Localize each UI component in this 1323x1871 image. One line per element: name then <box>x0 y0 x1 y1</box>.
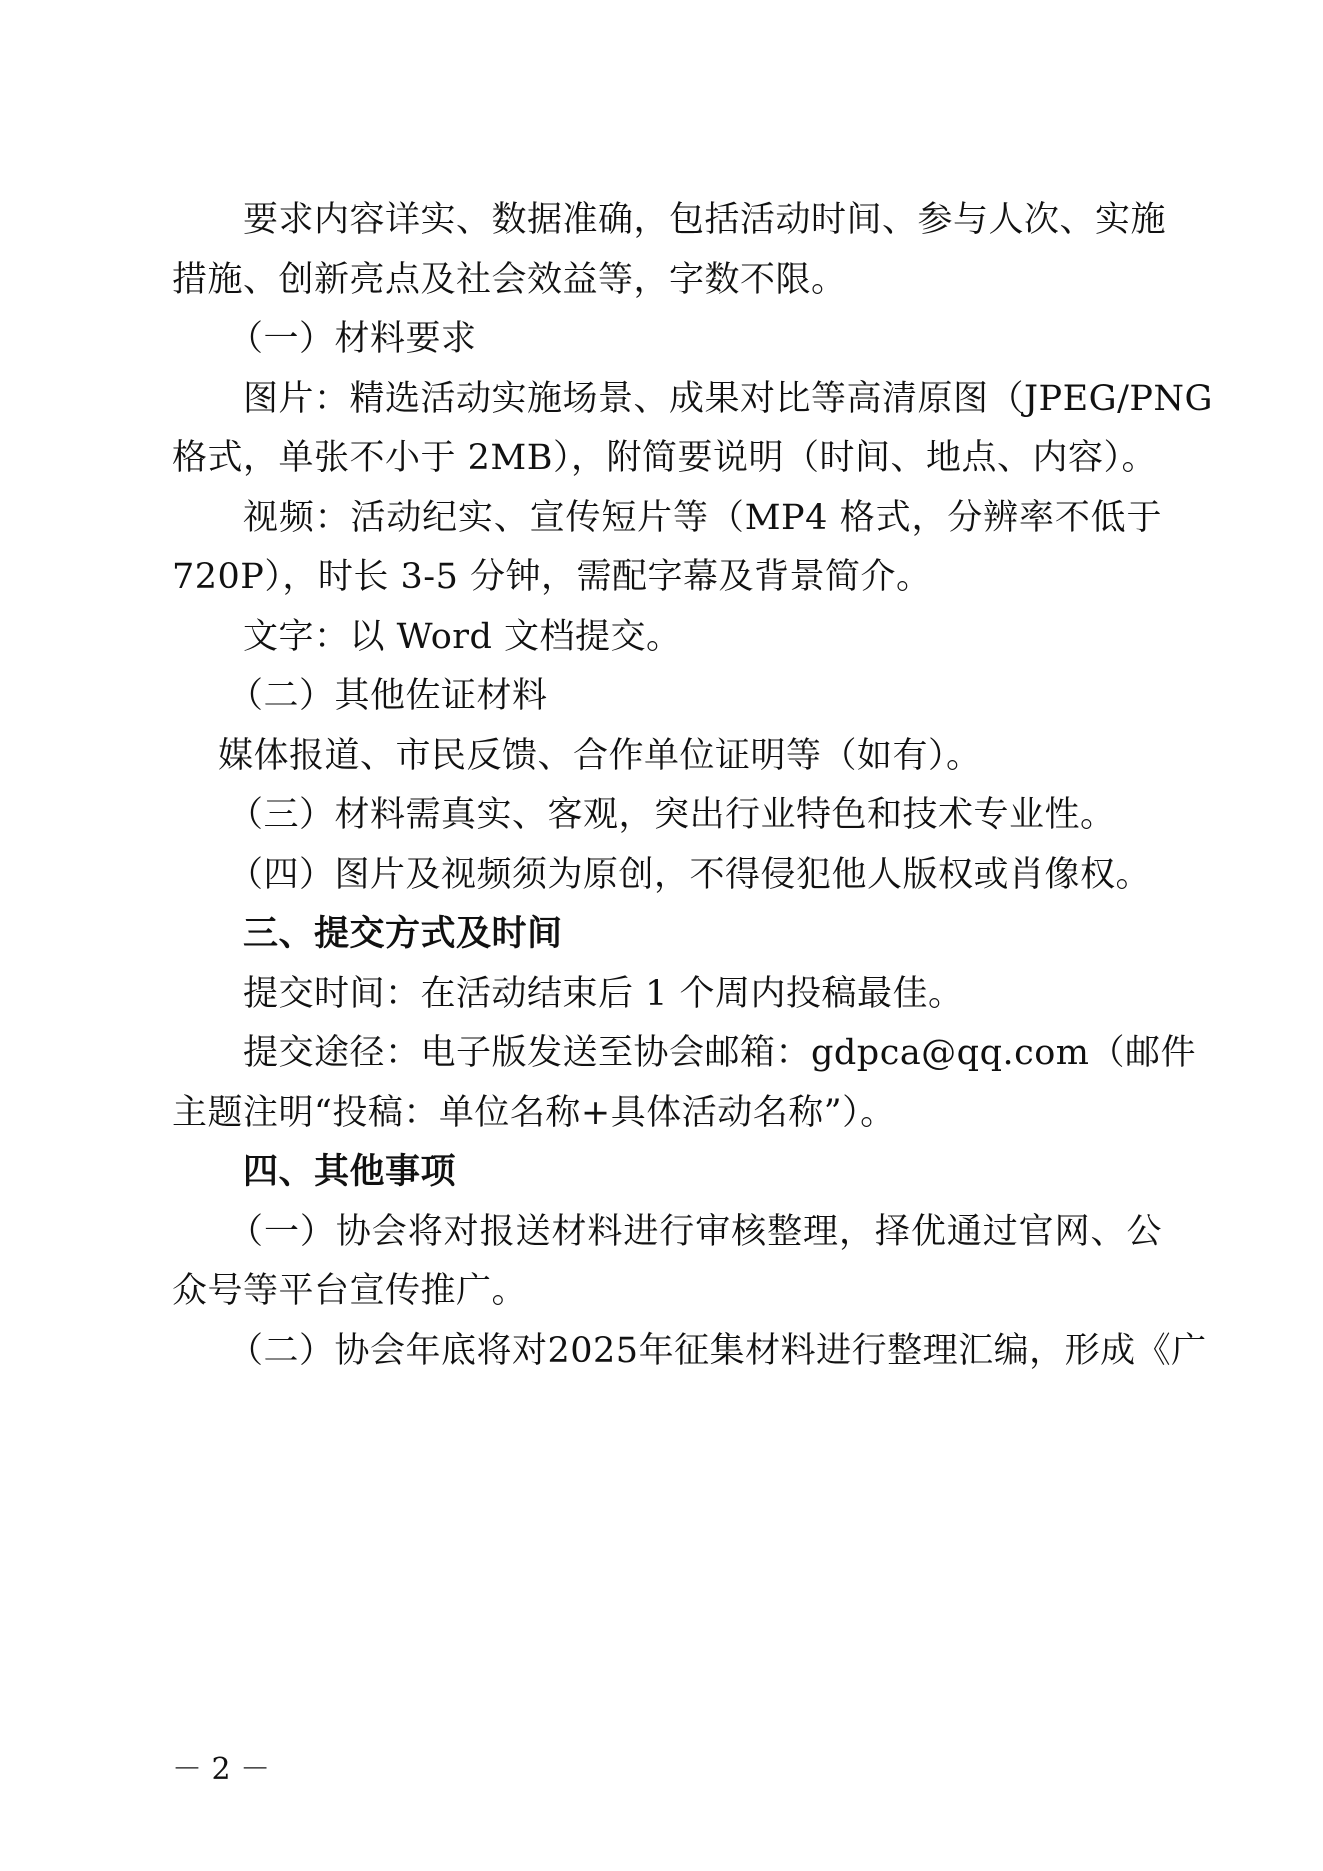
page-number: － 2 － <box>172 1752 271 1787</box>
video-requirement-line-2: 720P），时长 3-5 分钟，需配字幕及背景简介。 <box>172 557 932 597</box>
requirement-item-4: （四）图片及视频须为原创，不得侵犯他人版权或肖像权。 <box>228 855 1152 895</box>
other-evidence-text: 媒体报道、市民反馈、合作单位证明等（如有）。 <box>218 736 982 776</box>
other-matter-1-line-2: 众号等平台宣传推广。 <box>172 1271 528 1311</box>
intro-line-1: 要求内容详实、数据准确，包括活动时间、参与人次、实施 <box>243 200 1167 240</box>
requirement-item-3: （三）材料需真实、客观，突出行业特色和技术专业性。 <box>228 795 1116 835</box>
image-requirement-line-2: 格式，单张不小于 2MB），附简要说明（时间、地点、内容）。 <box>172 438 1157 478</box>
subsection-heading-materials: （一）材料要求 <box>228 319 477 359</box>
intro-line-2: 措施、创新亮点及社会效益等，字数不限。 <box>172 260 847 300</box>
image-requirement-line-1: 图片：精选活动实施场景、成果对比等高清原图（JPEG/PNG <box>243 379 1214 419</box>
submit-route-line-1: 提交途径：电子版发送至协会邮箱：gdpca@qq.com（邮件 <box>243 1033 1196 1073</box>
submit-time: 提交时间：在活动结束后 1 个周内投稿最佳。 <box>243 974 964 1014</box>
subsection-heading-other-evidence: （二）其他佐证材料 <box>228 676 548 716</box>
other-matter-1-line-1: （一）协会将对报送材料进行审核整理，择优通过官网、公 <box>228 1212 1162 1252</box>
section-heading-other-matters: 四、其他事项 <box>243 1152 457 1192</box>
video-requirement-line-1: 视频：活动纪实、宣传短片等（MP4 格式，分辨率不低于 <box>243 498 1162 538</box>
submit-route-line-2: 主题注明“投稿：单位名称+具体活动名称”）。 <box>172 1093 896 1133</box>
section-heading-submission: 三、提交方式及时间 <box>243 914 563 954</box>
text-requirement: 文字：以 Word 文档提交。 <box>243 617 682 657</box>
other-matter-2-line-1: （二）协会年底将对2025年征集材料进行整理汇编，形成《广 <box>228 1331 1207 1371</box>
